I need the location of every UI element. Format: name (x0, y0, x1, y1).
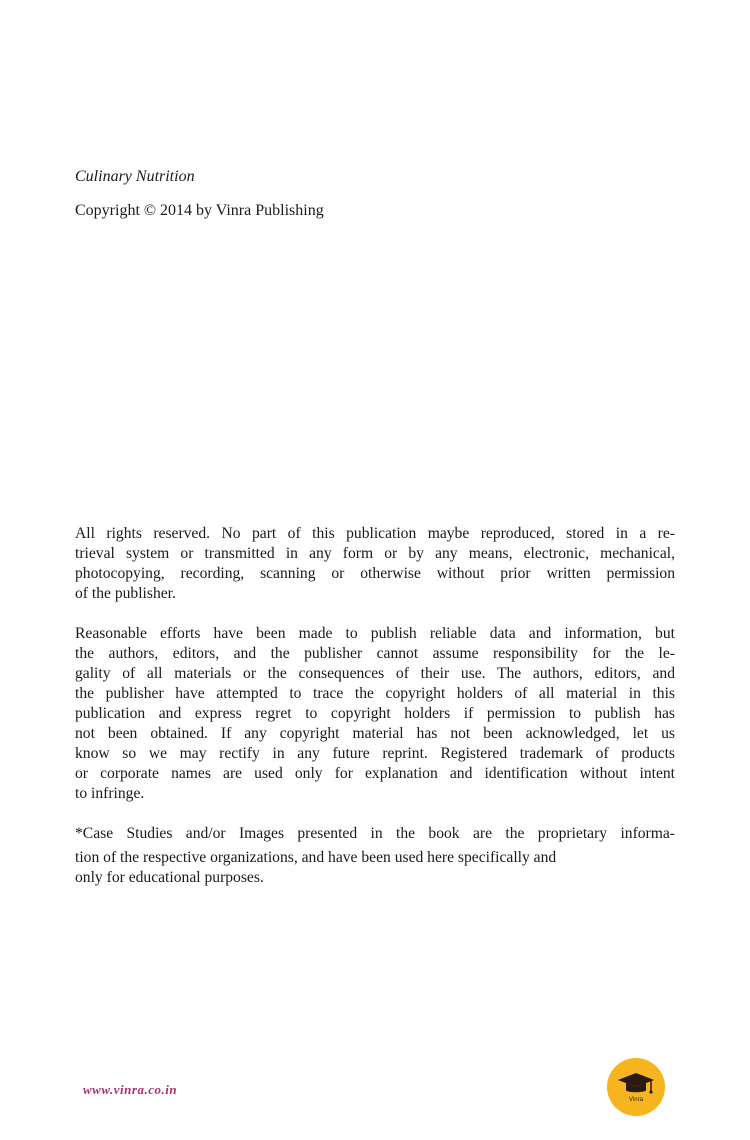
logo-text: Vinra (629, 1097, 643, 1103)
efforts-line-2: the authors, editors, and the publisher cannot assume responsibility for the le- (75, 645, 675, 662)
efforts-line-3: gality of all materials or the consequences of their use. The authors, editors, and (75, 665, 675, 682)
efforts-line-1: Reasonable efforts have been made to publish reliable data and information, but (75, 625, 675, 642)
efforts-line-5: publication and express regret to copyright holders if permission to publish has (75, 705, 675, 722)
efforts-line-8: or corporate names are used only for explanation and identification without intent (75, 765, 675, 782)
publisher-website-url: www.vinra.co.in (83, 1082, 178, 1097)
reasonable-efforts-paragraph (75, 624, 675, 804)
graduation-cap-icon (616, 1069, 656, 1105)
rights-line-3: photocopying, recording, scanning or otherwise without prior written permission (75, 565, 675, 582)
case-line-3: only for educational purposes. (75, 869, 264, 886)
publisher-logo (607, 1058, 665, 1116)
rights-line-4: of the publisher. (75, 585, 176, 602)
rights-reserved-paragraph (75, 524, 675, 604)
efforts-line-7: know so we may rectify in any future reprint. Registered trademark of products (75, 745, 675, 762)
book-title: Culinary Nutrition (75, 168, 195, 185)
copyright-line: Copyright © 2014 by Vinra Publishing (75, 202, 324, 219)
case-line-2: tion of the respective organizations, and have been used here specifically and (75, 849, 557, 866)
efforts-line-9: to infringe. (75, 785, 145, 802)
case-studies-paragraph (75, 824, 675, 888)
rights-line-1: All rights reserved. No part of this publication maybe reproduced, stored in a re- (75, 525, 675, 542)
case-line-1: *Case Studies and/or Images presented in the book are the proprietary informa- (75, 825, 675, 842)
efforts-line-4: the publisher have attempted to trace the copyright holders of all material in this (75, 685, 675, 702)
efforts-line-6: not been obtained. If any copyright material has not been acknowledged, let us (75, 725, 675, 742)
rights-line-2: trieval system or transmitted in any form or by any means, electronic, mechanical, (75, 545, 675, 562)
